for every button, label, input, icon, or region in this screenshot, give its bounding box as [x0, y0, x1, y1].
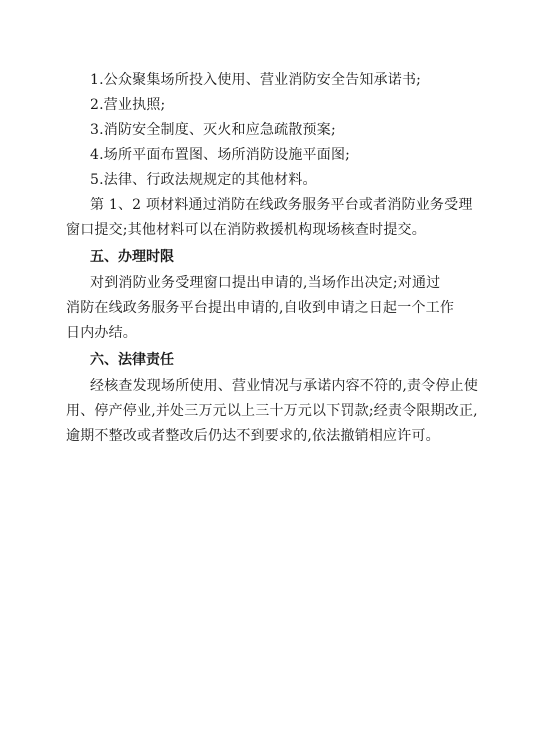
legal-liability-line-3: 逾期不整改或者整改后仍达不到要求的,依法撤销相应许可。	[66, 428, 440, 444]
submission-note	[66, 193, 471, 243]
materials-list	[66, 68, 471, 193]
material-item-4: 4.场所平面布置图、场所消防设施平面图;	[90, 147, 351, 163]
material-item-2: 2.营业执照;	[90, 97, 166, 113]
legal-liability-paragraph	[66, 374, 479, 449]
section-heading-legal-liability: 六、法律责任	[90, 352, 174, 368]
legal-liability-line-1: 经核查发现场所使用、营业情况与承诺内容不符的,责令停止使	[90, 378, 479, 394]
legal-liability-line-2: 用、停产停业,并处三万元以上三十万元以下罚款;经责令限期改正,	[66, 403, 478, 419]
material-item-1: 1.公众聚集场所投入使用、营业消防安全告知承诺书;	[90, 72, 422, 88]
processing-time-line-1: 对到消防业务受理窗口提出申请的,当场作出决定;对通过	[90, 275, 441, 291]
material-item-5: 5.法律、行政法规规定的其他材料。	[90, 172, 317, 188]
processing-time-paragraph	[66, 271, 471, 346]
submission-note-line-1: 第 1、2 项材料通过消防在线政务服务平台或者消防业务受理	[90, 197, 473, 213]
section-heading-processing-time: 五、办理时限	[90, 249, 174, 265]
processing-time-line-3: 日内办结。	[66, 325, 137, 341]
material-item-3: 3.消防安全制度、灭火和应急疏散预案;	[90, 122, 336, 138]
submission-note-line-2: 窗口提交;其他材料可以在消防救援机构现场核查时提交。	[66, 222, 426, 238]
processing-time-line-2: 消防在线政务服务平台提出申请的,自收到申请之日起一个工作	[66, 300, 455, 316]
